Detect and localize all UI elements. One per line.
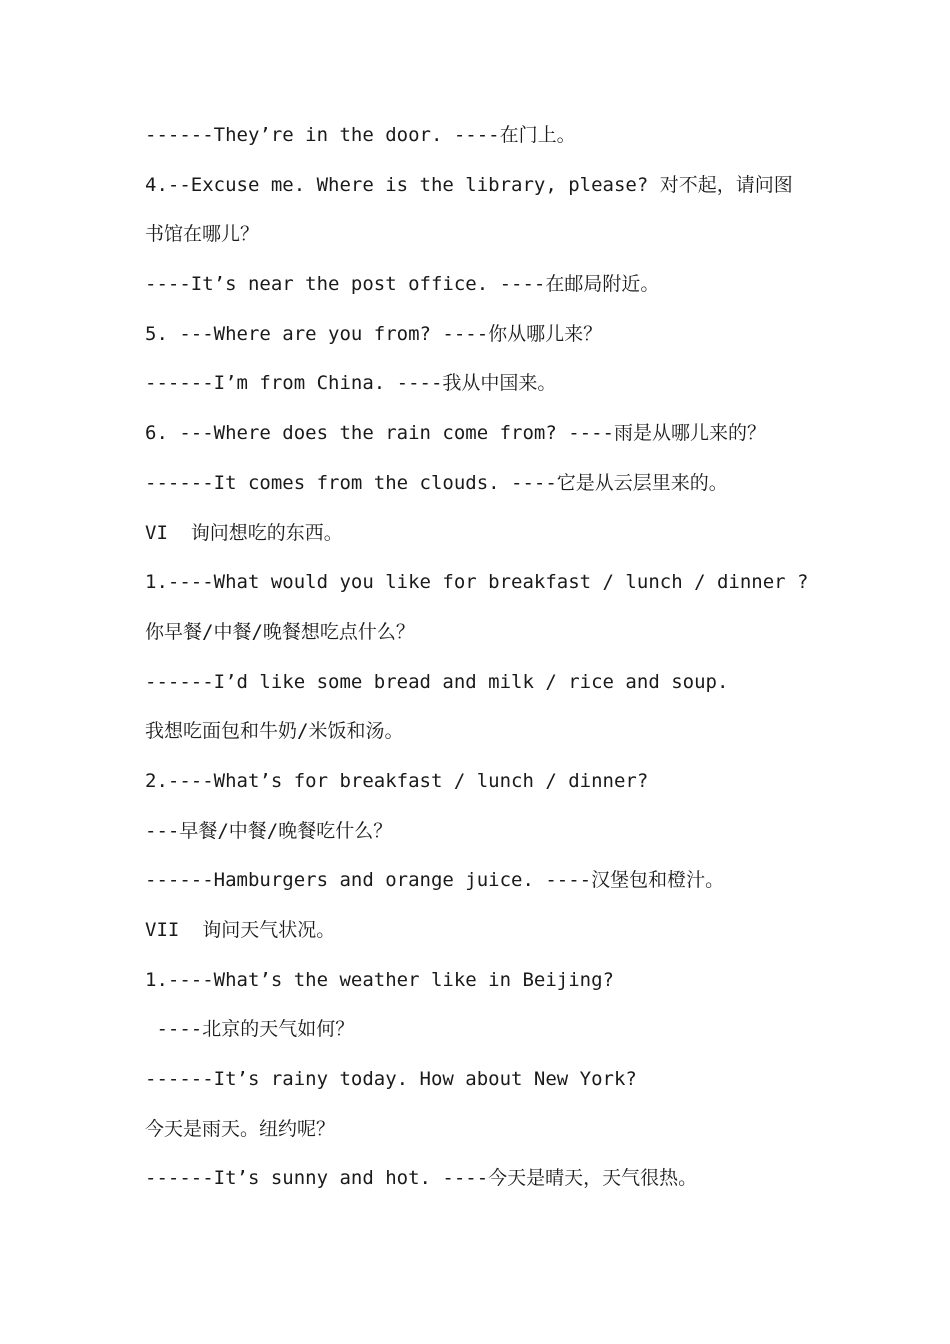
text-line: ------I’d like some bread and milk / rice and soup. — [145, 670, 729, 693]
text-line: 6. ---Where does the rain come from? ----雨是从哪儿来的？ — [145, 422, 766, 445]
text-line: 5. ---Where are you from? ----你从哪儿来？ — [145, 322, 603, 345]
section-heading: VII 询问天气状况。 — [145, 919, 336, 941]
text-line: 你早餐/中餐/晚餐想吃点什么？ — [145, 620, 415, 643]
text-line: 我想吃面包和牛奶/米饭和汤。 — [145, 720, 404, 743]
text-line: ------Hamburgers and orange juice. ----汉堡包和橙汁。 — [145, 869, 725, 892]
text-line: ----北京的天气如何？ — [145, 1018, 355, 1041]
text-line: ---早餐/中餐/晚餐吃什么？ — [145, 819, 393, 842]
text-line: ------They’re in the door. ----在门上。 — [145, 124, 576, 146]
text-line: 1.----What’s the weather like in Beijing? — [145, 968, 614, 991]
text-line: ----It’s near the post office. ----在邮局附近。 — [145, 273, 660, 296]
text-line: 2.----What’s for breakfast / lunch / dinner? — [145, 769, 649, 792]
text-line: ------It’s rainy today. How about New York? — [145, 1068, 637, 1091]
text-line: ------It’s sunny and hot. ----今天是晴天，天气很热。 — [145, 1167, 698, 1190]
text-line: 4.--Excuse me. Where is the library, please? 对不起，请问图 — [145, 173, 793, 196]
text-line: 书馆在哪儿？ — [145, 223, 260, 246]
text-line: 今天是雨天。纽约呢？ — [145, 1117, 336, 1140]
text-line: ------I’m from China. ----我从中国来。 — [145, 372, 557, 395]
text-line: ------It comes from the clouds. ----它是从云层里来的。 — [145, 471, 728, 494]
text-lines — [145, 111, 825, 1204]
text-line: 1.----What would you like for breakfast / lunch / dinner ? — [145, 571, 809, 594]
section-heading: VI 询问想吃的东西。 — [145, 521, 343, 544]
